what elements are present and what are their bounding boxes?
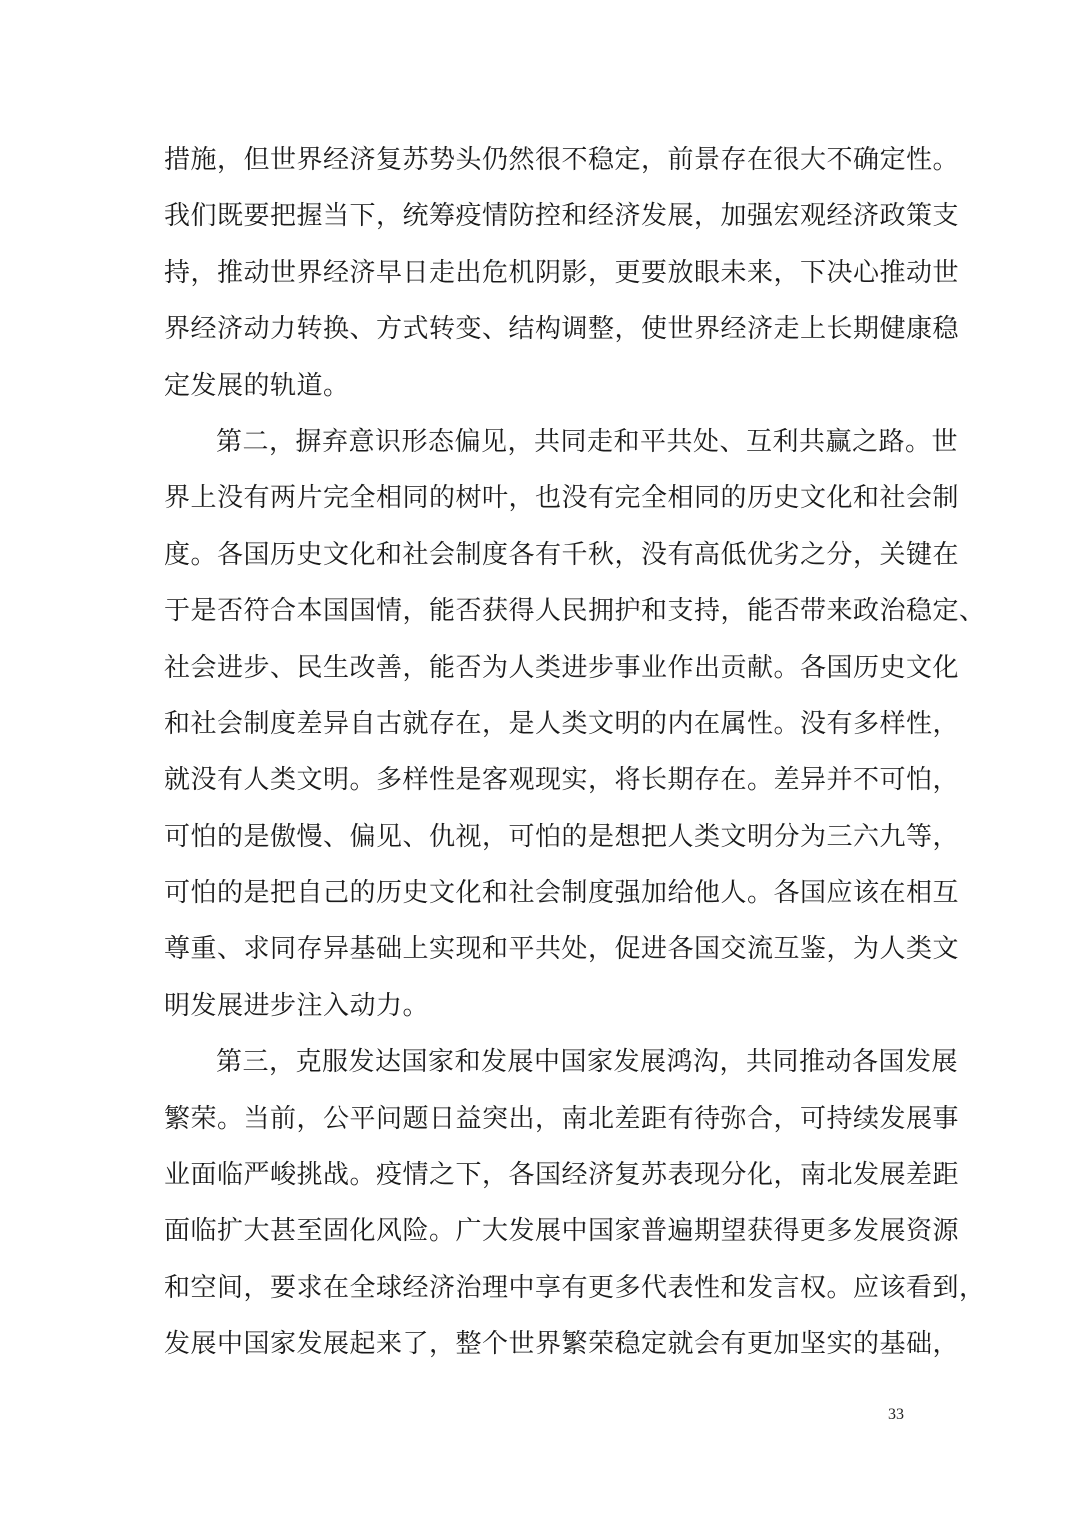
- text-line: 就没有人类文明。多样性是客观现实，将长期存在。差异并不可怕，: [164, 765, 960, 796]
- text-line: 社会进步、民生改善，能否为人类进步事业作出贡献。各国历史文化: [164, 652, 960, 683]
- text-line: 面临扩大甚至固化风险。广大发展中国家普遍期望获得更多发展资源: [164, 1216, 960, 1247]
- text-line: 界经济动力转换、方式转变、结构调整，使世界经济走上长期健康稳: [164, 314, 960, 345]
- text-line: 和社会制度差异自古就存在，是人类文明的内在属性。没有多样性，: [164, 708, 960, 739]
- text-line: 尊重、求同存异基础上实现和平共处，促进各国交流互鉴，为人类文: [164, 934, 960, 965]
- text-line: 繁荣。当前，公平问题日益突出，南北差距有待弥合，可持续发展事: [164, 1103, 960, 1134]
- text-line: 第三，克服发达国家和发展中国家发展鸿沟，共同推动各国发展: [216, 1047, 959, 1078]
- page-number: 33: [888, 1406, 904, 1423]
- text-line: 可怕的是把自己的历史文化和社会制度强加给他人。各国应该在相互: [164, 878, 960, 909]
- text-line: 持，推动世界经济早日走出危机阴影，更要放眼未来，下决心推动世: [164, 257, 960, 288]
- text-line: 度。各国历史文化和社会制度各有千秋，没有高低优劣之分，关键在: [164, 539, 960, 570]
- text-line: 第二，摒弃意识形态偏见，共同走和平共处、互利共赢之路。世: [216, 426, 959, 457]
- paragraph-1: [164, 132, 960, 414]
- text-line: 定发展的轨道。: [164, 370, 350, 401]
- text-line: 明发展进步注入动力。: [164, 990, 430, 1021]
- text-line: 发展中国家发展起来了，整个世界繁荣稳定就会有更加坚实的基础，: [164, 1329, 960, 1360]
- paragraph-3: [164, 1034, 986, 1372]
- text-line: 和空间，要求在全球经济治理中享有更多代表性和发言权。应该看到，: [164, 1272, 986, 1303]
- text-line: 业面临严峻挑战。疫情之下，各国经济复苏表现分化，南北发展差距: [164, 1160, 960, 1191]
- text-line: 界上没有两片完全相同的树叶，也没有完全相同的历史文化和社会制: [164, 483, 960, 514]
- text-line: 我们既要把握当下，统筹疫情防控和经济发展，加强宏观经济政策支: [164, 201, 960, 232]
- text-line: 于是否符合本国国情，能否获得人民拥护和支持，能否带来政治稳定、: [164, 596, 986, 627]
- text-line: 可怕的是傲慢、偏见、仇视，可怕的是想把人类文明分为三六九等，: [164, 821, 960, 852]
- text-line: 措施，但世界经济复苏势头仍然很不稳定，前景存在很大不确定性。: [164, 145, 960, 175]
- paragraph-2: [164, 414, 986, 1034]
- body-text: [164, 132, 986, 1373]
